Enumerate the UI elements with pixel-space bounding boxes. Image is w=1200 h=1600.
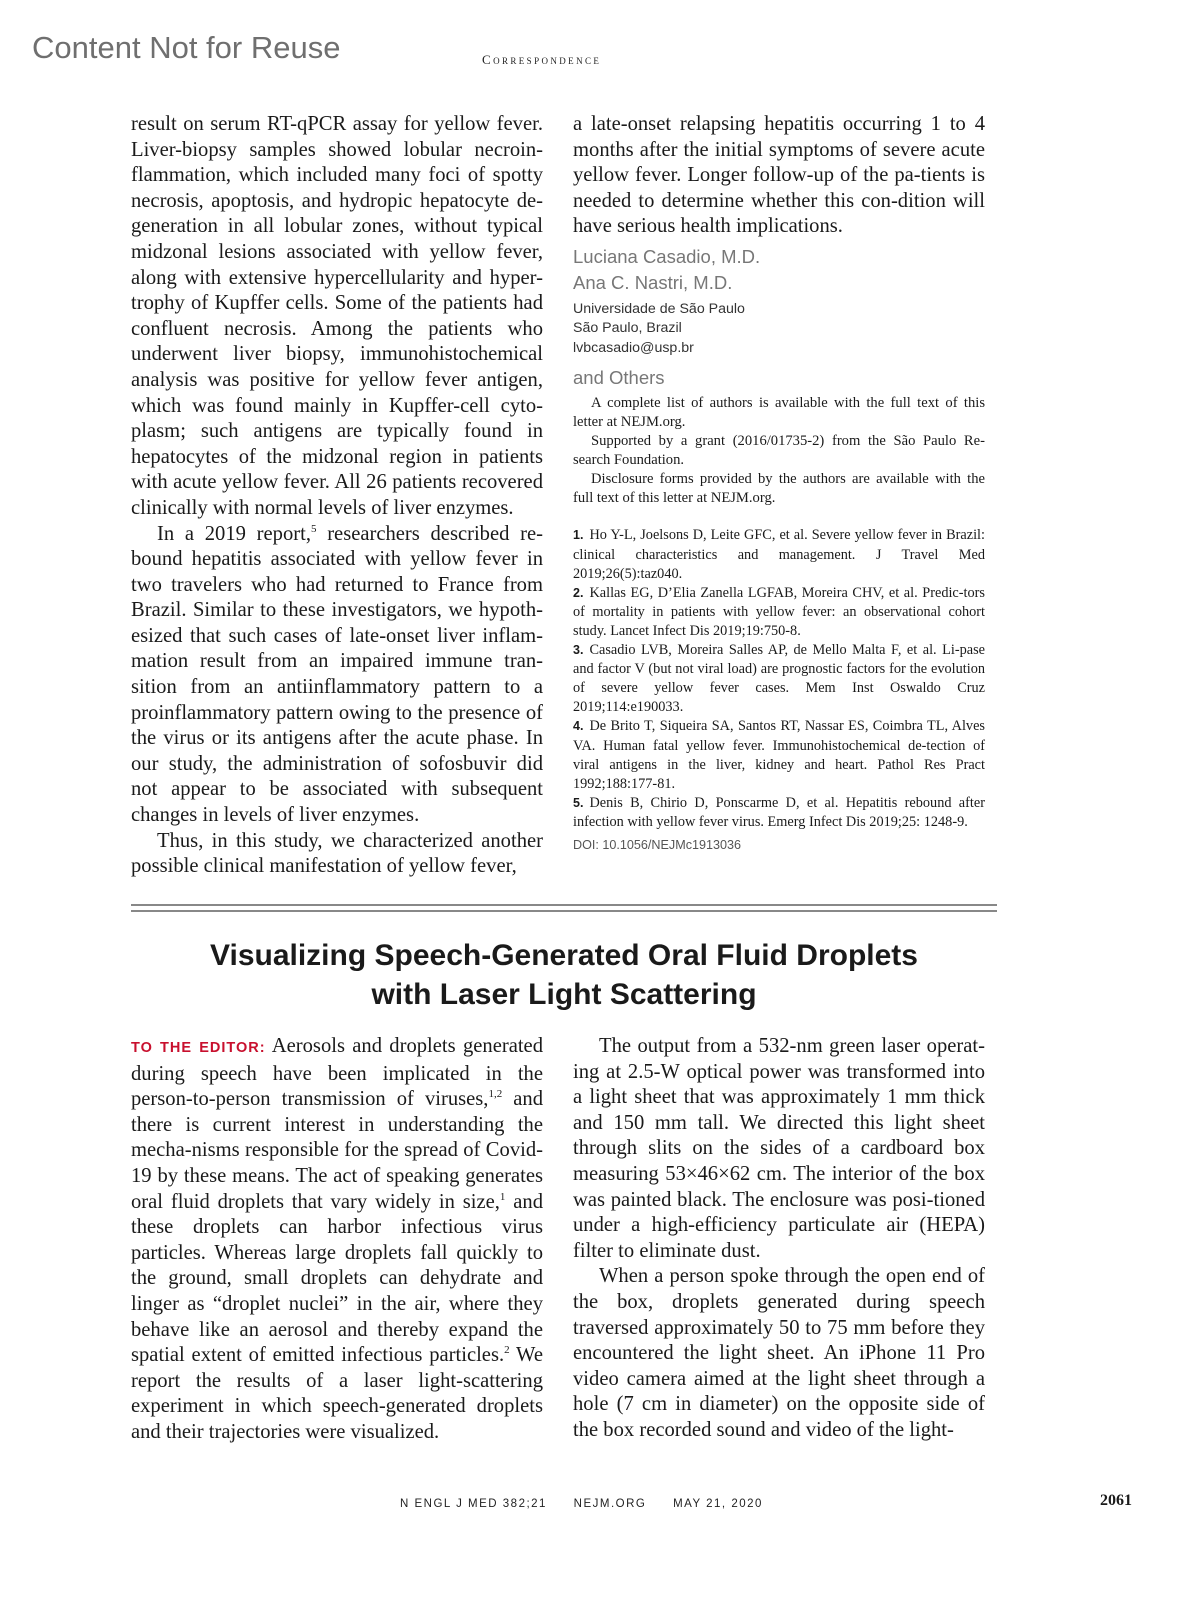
- affiliation: Universidade de São Paulo São Paulo, Brazil lvbcasadio@usp.br: [573, 300, 985, 359]
- and-others: and Others: [573, 367, 665, 389]
- citation-superscript: 2: [504, 1344, 510, 1357]
- author-email[interactable]: lvbcasadio@usp.br: [573, 339, 694, 356]
- author-notes: A complete list of authors is available with the full text of this letter at NEJM.org. Supported by a grant (2016/01735-2) from the São Paulo Re-search Foundation. Disclosure forms provided by the authors are available with the full text of this letter at NEJM.org.: [573, 395, 985, 507]
- references: [573, 526, 985, 832]
- paragraph: a late-onset relapsing hepatitis occurring 1 to 4 months after the initial symptoms of severe acute yellow fever. Longer follow-up of the pa-tients is needed to determine whether this con-dition will have serious health implications.: [573, 113, 985, 238]
- paragraph: The output from a 532-nm green laser operat-ing at 2.5-W optical power was transformed into a light sheet that was approximately 1 mm thick and 150 mm tall. We directed this light sheet through slits on the sides of a cardboard box measuring 53×46×62 cm. The interior of the box was painted black. The enclosure was posi-tioned under a high-efficiency particulate air (HEPA) filter to eliminate dust.: [573, 1035, 985, 1262]
- top-right-column: [573, 112, 985, 852]
- paragraph: When a person spoke through the open end of the box, droplets generated during speech traversed approximately 50 to 75 mm before they encountered the light sheet. An iPhone 11 Pro video camera aimed at the light sheet through a hole (7 cm in diameter) on the opposite side of the box recorded sound and video of the light-: [573, 1265, 985, 1441]
- watermark: Content Not for Reuse: [32, 30, 341, 65]
- reference-item: 3. Casadio LVB, Moreira Salles AP, de Mello Malta F, et al. Li-pase and factor V (but not viral load) are prognostic factors for the evolution of severe yellow fever cases. Mem Inst Oswaldo Cruz 2019;114:e190033.: [573, 642, 985, 716]
- article-left-column: [131, 1034, 543, 1446]
- section-header: Correspondence: [482, 52, 602, 67]
- citation-superscript: 1,2: [488, 1088, 503, 1101]
- doi[interactable]: DOI: 10.1056/NEJMc1913036: [573, 837, 742, 852]
- issue-date: MAY 21, 2020: [673, 1498, 763, 1510]
- paragraph: result on serum RT-qPCR assay for yellow fever. Liver-biopsy samples showed lobular necroin-flammation, which included many foci of spotty necrosis, apoptosis, and hydropic hepatocyte de-generation in all lobular zones, without typical midzonal lesions associated with yellow fever, along with extensive hypercellularity and hyper-trophy of Kupffer cells. Some of the patients had confluent necrosis. Among the patients who underwent liver biopsy, immunohistochemical analysis was positive for yellow fever antigen, which was found mainly in Kupffer-cell cyto-plasm; such antigens are typically found in hepatocytes of the midzonal region in patients with acute yellow fever. All 26 patients recovered clinically with normal levels of liver enzymes.: [131, 113, 543, 519]
- reference-item: 2. Kallas EG, D’Elia Zanella LGFAB, Moreira CHV, et al. Predic-tors of mortality in patients with yellow fever: an observational cohort study. Lancet Infect Dis 2019;19:750-8.: [573, 584, 985, 639]
- author-block: [573, 244, 985, 391]
- reference-item: 1. Ho Y-L, Joelsons D, Leite GFC, et al. Severe yellow fever in Brazil: clinical characteristics and management. J Travel Med 2019;26(5):taz040.: [573, 527, 985, 582]
- page-number: 2061: [1100, 1492, 1132, 1509]
- citation-superscript: 1: [499, 1190, 506, 1203]
- journal-site[interactable]: NEJM.ORG: [573, 1498, 647, 1510]
- section-divider: [131, 904, 997, 906]
- author-name: Ana C. Nastri, M.D.: [573, 271, 733, 293]
- citation-superscript: 5: [310, 522, 317, 535]
- paragraph: In a 2019 report,$^5$ researchers described re-bound hepatitis associated with yellow fever in two travelers who had returned to France from Brazil. Similar to these investigators, we hypoth-esized that such cases of late-onset liver inflam-mation result from an impaired immune tran-sition from an antiinflammatory pattern to a proinflammatory pattern owing to the presence of the virus or its antigens after the acute phase. In our study, the administration of sofosbuvir did not appear to be associated with subsequent changes in levels of liver enzymes.: [131, 522, 543, 827]
- author-name: Luciana Casadio, M.D.: [573, 245, 761, 267]
- journal-citation: N ENGL J MED 382;21: [400, 1498, 547, 1510]
- article-title: Visualizing Speech-Generated Oral Fluid Droplets with Laser Light Scattering: [210, 939, 918, 1011]
- page-footer: [400, 1498, 785, 1510]
- article-right-column: [573, 1034, 985, 1444]
- editor-label: TO THE EDITOR:: [131, 1040, 266, 1056]
- paragraph: TO THE EDITOR: Aerosols and droplets generated during speech have been implicated in the person-to-person transmission of viruses,$^{1,2}$ and there is current interest in understanding the mecha-nisms responsible for the spread of Covid-19 by these means. The act of speaking generates oral fluid droplets that vary widely in size,$^1$ and these droplets can harbor infectious virus particles. Whereas large droplets fall quickly to the ground, small droplets can dehydrate and linger as “droplet nuclei” in the air, where they behave like an aerosol and thereby expand the spatial extent of emitted infectious particles.$^2$ We report the results of a laser light-scattering experiment in which speech-generated droplets and their trajectories were visualized.: [131, 1035, 544, 1443]
- reference-item: 4. De Brito T, Siqueira SA, Santos RT, Nassar ES, Coimbra TL, Alves VA. Human fatal yellow fever. Immunohistochemical de-tection of viral antigens in the liver, kidney and heart. Pathol Res Pract 1992;188:177-81.: [573, 718, 985, 792]
- reference-item: 5. Denis B, Chirio D, Ponscarme D, et al. Hepatitis rebound after infection with yellow fever virus. Emerg Infect Dis 2019;25: 1248-9.: [573, 794, 985, 830]
- top-left-column: [131, 112, 543, 880]
- section-divider: [131, 910, 997, 912]
- paragraph: Thus, in this study, we characterized another possible clinical manifestation of yellow fever,: [131, 829, 543, 878]
